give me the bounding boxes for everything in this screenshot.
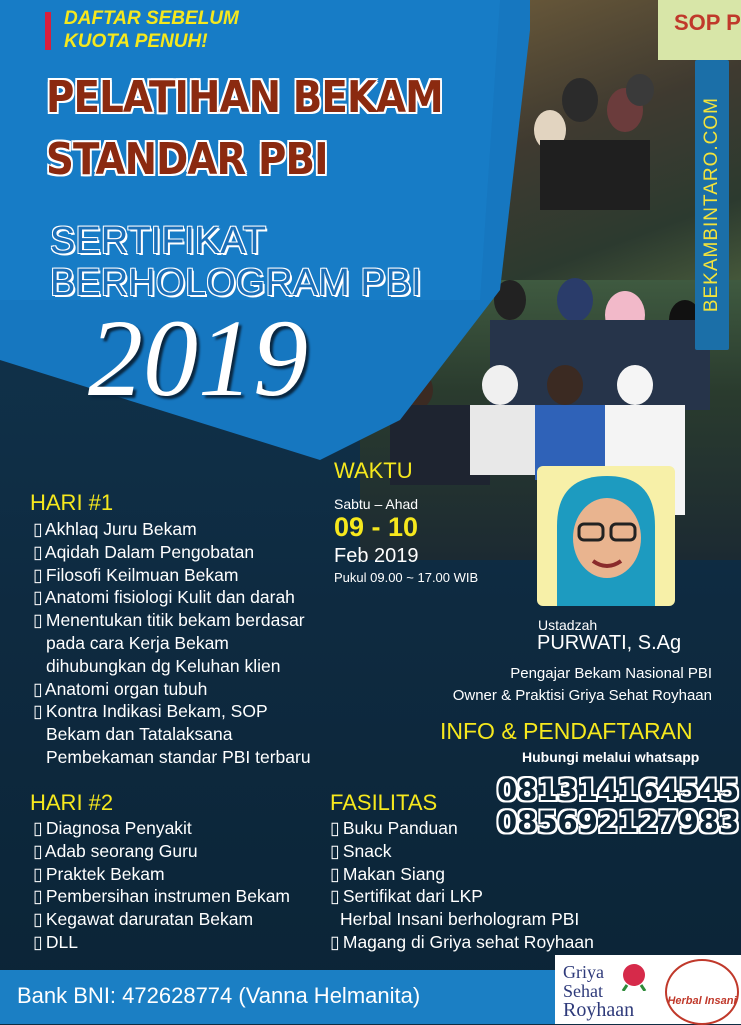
- list-item: Herbal Insani berhologram PBI: [340, 909, 580, 930]
- list-item: Pembekaman standar PBI terbaru: [46, 746, 311, 767]
- trainer-title: Ustadzah: [538, 617, 598, 633]
- bank-info: Bank BNI: 472628774 (Vanna Helmanita): [17, 983, 421, 1008]
- logo2-text: Herbal Insani: [667, 995, 737, 1007]
- list-item: ▯ Anatomi organ tubuh: [33, 678, 208, 699]
- schedule-days: Sabtu – Ahad: [334, 496, 419, 512]
- list-item: ▯ Sertifikat dari LKP: [330, 886, 483, 907]
- list-item: ▯ DLL: [33, 931, 78, 952]
- sop-banner-photo: SOP P: [658, 0, 741, 60]
- phone-number-1: 081314164545: [497, 773, 740, 807]
- main-title-line1: PELATIHAN BEKAM: [46, 72, 443, 123]
- list-item: ▯ Diagnosa Penyakit: [33, 818, 192, 838]
- website-side-bar: [695, 60, 729, 350]
- main-title-line2: STANDAR PBI: [46, 134, 328, 185]
- list-item: ▯ Magang di Griya sehat Royhaan: [330, 931, 594, 952]
- logo1-line3: Royhaan: [563, 999, 635, 1021]
- list-item: ▯ Snack: [330, 840, 392, 861]
- year-title: 2019: [88, 297, 308, 419]
- list-item: ▯ Filosofi Keilmuan Bekam: [33, 564, 239, 585]
- day2-heading: HARI #2: [30, 790, 114, 815]
- facilities-heading: FASILITAS: [330, 790, 438, 815]
- bank-bar: [0, 970, 555, 1024]
- schedule-heading: WAKTU: [334, 458, 413, 483]
- list-item: ▯ Akhlaq Juru Bekam: [33, 519, 197, 539]
- list-item: ▯ Kontra Indikasi Bekam, SOP: [33, 701, 268, 722]
- list-item: ▯ Buku Panduan: [330, 818, 458, 838]
- subtitle-line2: BERHOLOGRAM PBI: [50, 262, 422, 304]
- phone-number-2: 085692127983: [497, 805, 740, 839]
- trainer-name: PURWATI, S.Ag: [537, 632, 682, 654]
- day1-list: [33, 518, 311, 769]
- website-url: BEKAMBINTARO.COM: [701, 97, 722, 313]
- rose-icon: [617, 961, 651, 991]
- list-item: ▯ Makan Siang: [330, 863, 446, 884]
- subtitle-line1: SERTIFIKAT: [50, 220, 267, 262]
- schedule-hours: Pukul 09.00 ~ 17.00 WIB: [334, 570, 479, 585]
- trainer-role1: Pengajar Bekam Nasional PBI: [510, 665, 712, 682]
- trainer-role2: Owner & Praktisi Griya Sehat Royhaan: [452, 687, 712, 704]
- list-item: dihubungkan dg Keluhan klien: [46, 655, 281, 676]
- info-heading: INFO & PENDAFTARAN: [440, 718, 693, 744]
- schedule-dates: 09 - 10: [334, 512, 419, 542]
- logo1-line2: Sehat: [563, 981, 603, 1001]
- list-item: pada cara Kerja Bekam: [46, 632, 229, 653]
- tagline-line1: DAFTAR SEBELUM: [64, 8, 239, 29]
- herbal-insani-logo: [665, 959, 739, 1025]
- list-item: ▯ Adab seorang Guru: [33, 840, 198, 861]
- logo1-line1: Griya: [563, 962, 604, 982]
- tagline-line2: KUOTA PENUH!: [64, 31, 208, 52]
- red-accent-tag: [45, 12, 51, 50]
- info-subheading: Hubungi melalui whatsapp: [522, 749, 700, 765]
- schedule-month: Feb 2019: [334, 545, 419, 567]
- facilities-list: [330, 817, 594, 954]
- trainer-photo: [537, 466, 675, 606]
- list-item: ▯ Kegawat daruratan Bekam: [33, 909, 254, 930]
- day1-heading: HARI #1: [30, 490, 114, 515]
- list-item: ▯ Praktek Bekam: [33, 863, 165, 884]
- list-item: ▯ Pembersihan instrumen Bekam: [33, 886, 291, 907]
- day2-list: [33, 817, 290, 954]
- list-item: ▯ Aqidah Dalam Pengobatan: [33, 541, 255, 562]
- list-item: Bekam dan Tatalaksana: [46, 724, 233, 745]
- list-item: ▯ Anatomi fisiologi Kulit dan darah: [33, 587, 295, 608]
- list-item: ▯ Menentukan titik bekam berdasar: [33, 610, 305, 631]
- logos-panel: [555, 955, 741, 1024]
